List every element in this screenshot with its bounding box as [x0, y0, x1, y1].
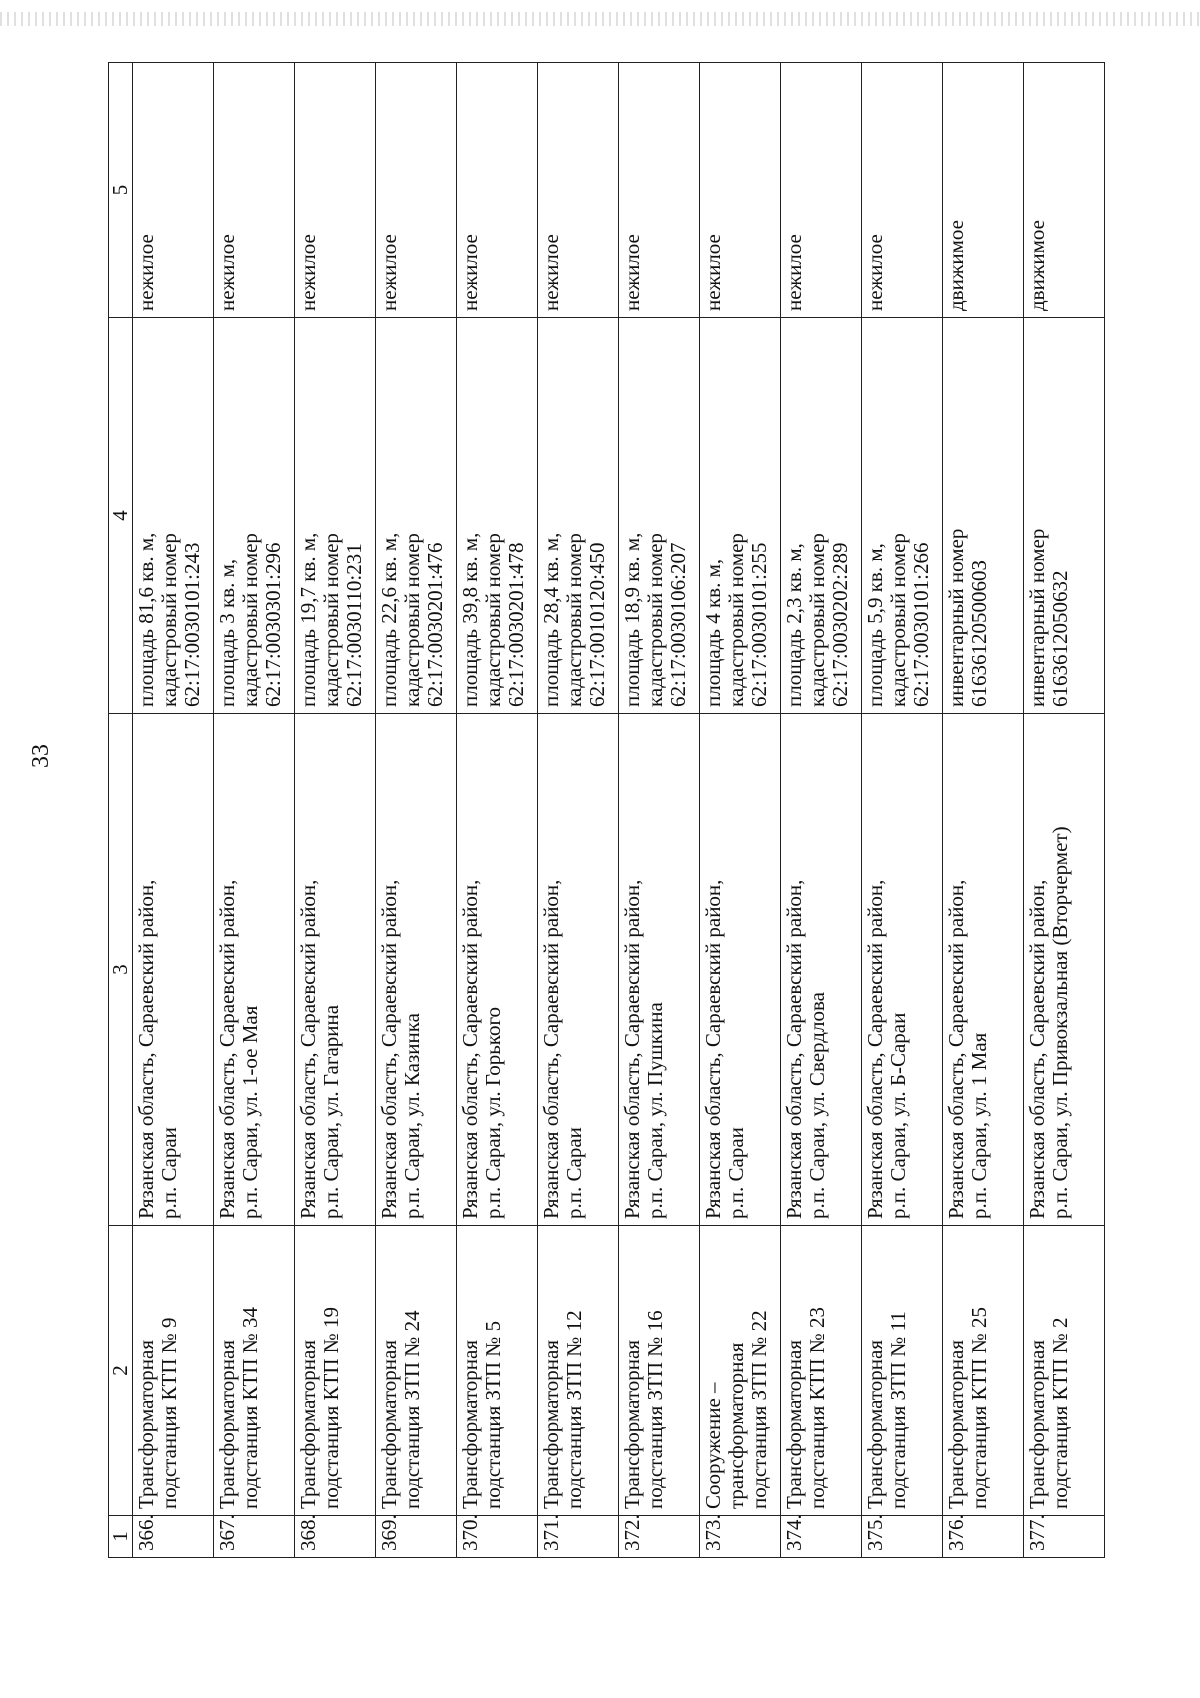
details-line: кадастровый номер [805, 533, 829, 707]
address-cell [619, 714, 700, 1226]
details-line: площадь 28,4 кв. м, [539, 532, 563, 707]
address-cell [1024, 714, 1105, 1226]
details-line: инвентарный номер [944, 528, 968, 707]
address-line: р.п. Сараи, ул. Свердлова [805, 992, 829, 1219]
details-line: 62:17:0010120:450 [585, 542, 609, 707]
address-cell [781, 714, 862, 1226]
property-type-cell: нежилое [214, 63, 295, 318]
column-header: 2 [109, 1226, 133, 1516]
address-line: р.п. Сараи, ул. 1-ое Мая [238, 1005, 262, 1219]
row-number-cell: 370. [457, 1516, 538, 1558]
name-line: Трансформаторная [377, 1340, 401, 1509]
property-type-cell: движимое [1024, 63, 1105, 318]
address-cell [538, 714, 619, 1226]
header-row [109, 63, 133, 1558]
details-line: площадь 18,9 кв. м, [620, 532, 644, 707]
table-body [133, 63, 1105, 1558]
details-line: кадастровый номер [643, 533, 667, 707]
details-line: площадь 5,9 кв. м, [863, 543, 887, 707]
name-line: Трансформаторная [134, 1340, 158, 1509]
details-line: 62:17:0030202:289 [828, 542, 852, 707]
address-cell [943, 714, 1024, 1226]
table-row [295, 63, 376, 1558]
row-number-cell: 372. [619, 1516, 700, 1558]
details-line: кадастровый номер [886, 533, 910, 707]
table-row [781, 63, 862, 1558]
details-cell [538, 318, 619, 714]
property-type-cell: нежилое [538, 63, 619, 318]
address-line: Рязанская область, Сараевский район, [134, 879, 158, 1219]
column-header: 5 [109, 63, 133, 318]
name-line: Трансформаторная [539, 1340, 563, 1509]
details-cell [133, 318, 214, 714]
table-row [862, 63, 943, 1558]
details-line: 62:17:0030201:478 [504, 542, 528, 707]
object-name-cell [295, 1226, 376, 1516]
property-type-cell: нежилое [619, 63, 700, 318]
property-type-cell: нежилое [862, 63, 943, 318]
table-row [214, 63, 295, 1558]
name-line: подстанция КТП № 23 [805, 1306, 829, 1509]
address-line: р.п. Сараи, ул. Казинка [400, 1013, 424, 1219]
name-line: подстанция КТП № 25 [967, 1306, 991, 1509]
address-line: Рязанская область, Сараевский район, [1025, 879, 1049, 1219]
address-line: Рязанская область, Сараевский район, [377, 879, 401, 1219]
name-line: подстанция ЗТП № 24 [400, 1310, 424, 1509]
name-line: подстанция ЗТП № 5 [481, 1320, 505, 1509]
row-number-cell: 366. [133, 1516, 214, 1558]
name-line: подстанция КТП № 2 [1048, 1317, 1072, 1509]
name-line: Трансформаторная [296, 1340, 320, 1509]
address-cell [214, 714, 295, 1226]
address-cell [295, 714, 376, 1226]
details-line: площадь 4 кв. м, [701, 558, 725, 707]
scan-artifact-strip [0, 12, 1200, 26]
name-line: подстанция ЗТП № 22 [747, 1310, 771, 1509]
name-line: Трансформаторная [863, 1340, 887, 1509]
column-header: 1 [109, 1516, 133, 1558]
details-line: 62:17:0030301:296 [261, 542, 285, 707]
details-line: 62:17:0030101:255 [747, 542, 771, 707]
page-number: 33 [28, 744, 54, 768]
address-line: Рязанская область, Сараевский район, [215, 879, 239, 1219]
table-row [133, 63, 214, 1558]
details-line: 62:17:0030106:207 [666, 542, 690, 707]
address-line: Рязанская область, Сараевский район, [620, 879, 644, 1219]
table-row [457, 63, 538, 1558]
details-line: площадь 19,7 кв. м, [296, 532, 320, 707]
object-name-cell [781, 1226, 862, 1516]
details-cell [1024, 318, 1105, 714]
row-number-cell: 369. [376, 1516, 457, 1558]
details-line: кадастровый номер [724, 533, 748, 707]
details-line: площадь 3 кв. м, [215, 558, 239, 707]
row-number-cell: 373. [700, 1516, 781, 1558]
name-line: подстанция КТП № 34 [238, 1306, 262, 1509]
name-line: подстанция ЗТП № 16 [643, 1310, 667, 1509]
property-type-cell: движимое [943, 63, 1024, 318]
details-cell [376, 318, 457, 714]
address-line: Рязанская область, Сараевский район, [539, 879, 563, 1219]
name-line: Сооружение – [701, 1382, 725, 1509]
address-line: Рязанская область, Сараевский район, [296, 879, 320, 1219]
details-line: площадь 22,6 кв. м, [377, 532, 401, 707]
object-name-cell [133, 1226, 214, 1516]
table-row [376, 63, 457, 1558]
details-line: площадь 81,6 кв. м, [134, 532, 158, 707]
column-header: 3 [109, 714, 133, 1226]
address-line: Рязанская область, Сараевский район, [944, 879, 968, 1219]
row-number-cell: 377. [1024, 1516, 1105, 1558]
name-line: подстанция ЗТП № 12 [562, 1310, 586, 1509]
object-name-cell [1024, 1226, 1105, 1516]
row-number-cell: 371. [538, 1516, 619, 1558]
name-line: Трансформаторная [458, 1340, 482, 1509]
details-cell [295, 318, 376, 714]
details-line: кадастровый номер [319, 533, 343, 707]
name-line: подстанция ЗТП № 11 [886, 1311, 910, 1509]
details-line: 62:17:0030101:243 [180, 542, 204, 707]
details-line: кадастровый номер [400, 533, 424, 707]
details-line: 62:17:0030101:266 [909, 542, 933, 707]
name-line: подстанция КТП № 9 [157, 1317, 181, 1509]
address-line: р.п. Сараи, ул. 1 Мая [967, 1032, 991, 1219]
property-type-cell: нежилое [376, 63, 457, 318]
details-line: 62:17:0030201:476 [423, 542, 447, 707]
object-name-cell [214, 1226, 295, 1516]
details-cell [700, 318, 781, 714]
property-table [108, 62, 1105, 1558]
address-cell [700, 714, 781, 1226]
property-type-cell: нежилое [781, 63, 862, 318]
address-line: р.п. Сараи, ул. Горького [481, 1006, 505, 1219]
address-line: Рязанская область, Сараевский район, [701, 879, 725, 1219]
row-number-cell: 367. [214, 1516, 295, 1558]
details-line: кадастровый номер [157, 533, 181, 707]
object-name-cell [538, 1226, 619, 1516]
address-cell [862, 714, 943, 1226]
object-name-cell [619, 1226, 700, 1516]
details-cell [781, 318, 862, 714]
object-name-cell [700, 1226, 781, 1516]
name-line: Трансформаторная [944, 1340, 968, 1509]
details-cell [457, 318, 538, 714]
table-row [619, 63, 700, 1558]
address-line: р.п. Сараи, ул. Привокзальная (Вторчермет) [1048, 826, 1072, 1219]
property-type-cell: нежилое [295, 63, 376, 318]
details-cell [943, 318, 1024, 714]
table-row [1024, 63, 1105, 1558]
table-row [538, 63, 619, 1558]
details-cell [214, 318, 295, 714]
table-row [943, 63, 1024, 1558]
property-type-cell: нежилое [700, 63, 781, 318]
row-number-cell: 374. [781, 1516, 862, 1558]
object-name-cell [457, 1226, 538, 1516]
object-name-cell [943, 1226, 1024, 1516]
object-name-cell [376, 1226, 457, 1516]
address-line: р.п. Сараи, ул. Пушкина [643, 1002, 667, 1219]
object-name-cell [862, 1226, 943, 1516]
address-cell [376, 714, 457, 1226]
name-line: Трансформаторная [620, 1340, 644, 1509]
property-type-cell: нежилое [133, 63, 214, 318]
name-line: Трансформаторная [1025, 1340, 1049, 1509]
details-line: площадь 39,8 кв. м, [458, 532, 482, 707]
details-line: 6163612050060З [967, 559, 991, 707]
details-line: 6163612050632 [1048, 570, 1072, 707]
column-header: 4 [109, 318, 133, 714]
details-line: 62:17:0030110:231 [342, 543, 366, 707]
address-line: р.п. Сараи, ул. Гагарина [319, 1004, 343, 1219]
address-line: р.п. Сараи, ул. Б-Сараи [886, 1012, 910, 1219]
name-line: Трансформаторная [215, 1340, 239, 1509]
details-line: кадастровый номер [562, 533, 586, 707]
name-line: Трансформаторная [782, 1340, 806, 1509]
table-row [700, 63, 781, 1558]
row-number-cell: 376. [943, 1516, 1024, 1558]
details-cell [619, 318, 700, 714]
name-line: подстанция КТП № 19 [319, 1306, 343, 1509]
address-cell [133, 714, 214, 1226]
address-line: Рязанская область, Сараевский район, [458, 879, 482, 1219]
property-type-cell: нежилое [457, 63, 538, 318]
address-cell [457, 714, 538, 1226]
row-number-cell: 375. [862, 1516, 943, 1558]
details-cell [862, 318, 943, 714]
name-line: трансформаторная [724, 1342, 748, 1509]
address-line: р.п. Сараи [157, 1127, 181, 1219]
details-line: площадь 2,3 кв. м, [782, 543, 806, 707]
details-line: кадастровый номер [238, 533, 262, 707]
details-line: кадастровый номер [481, 533, 505, 707]
details-line: инвентарный номер [1025, 528, 1049, 707]
row-number-cell: 368. [295, 1516, 376, 1558]
address-line: р.п. Сараи [562, 1127, 586, 1219]
address-line: Рязанская область, Сараевский район, [782, 879, 806, 1219]
address-line: Рязанская область, Сараевский район, [863, 879, 887, 1219]
address-line: р.п. Сараи [724, 1127, 748, 1219]
rotated-table-container [108, 63, 1108, 1558]
